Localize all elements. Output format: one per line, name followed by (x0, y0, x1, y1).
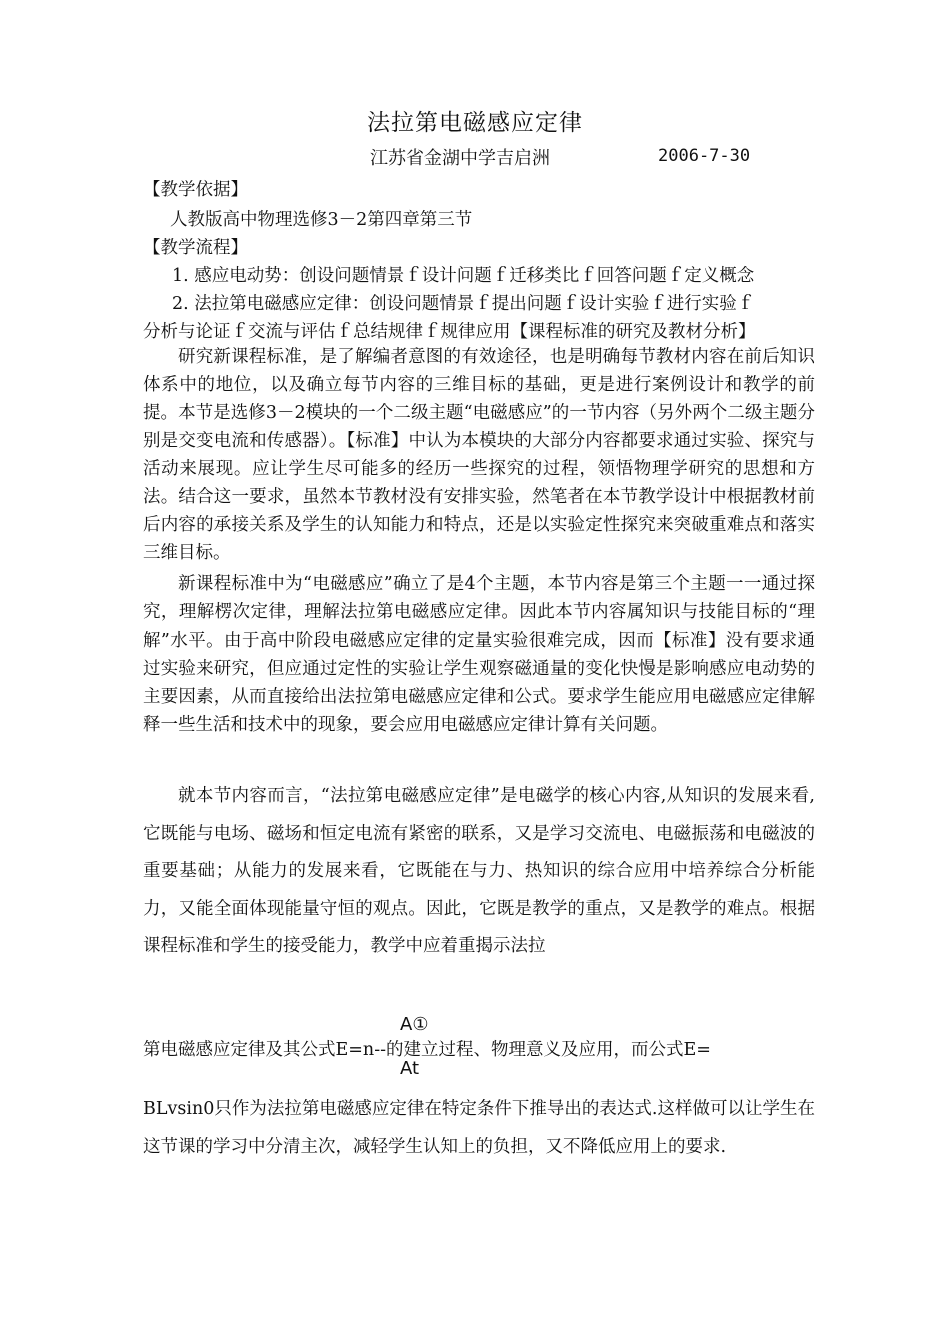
flow-item-1: 1. 感应电动势：创设问题情景ｆ设计问题ｆ迁移类比ｆ回答问题ｆ定义概念 (172, 266, 755, 286)
paragraph-1: 研究新课程标准，是了解编者意图的有效途径，也是明确每节教材内容在前后知识体系中的地位，以及确立每节内容的三维目标的基础，更是进行案例设计和教学的前提。本节是选修3－2模块的一个二级主题“电磁感应”的一节内容（另外两个二级主题分别是交变电流和传感器）。【标准】中认为本模块的大部分内容都要求通过实验、探究与活动来展现。应让学生尽可能多的经历一些探究的过程，领悟物理学研究的思想和方法。结合这一要求，虽然本节教材没有安排实验，然笔者在本节教学设计中根据教材前后内容的承接关系及学生的认知能力和特点，还是以实验定性探究来突破重难点和落实三维目标。 (143, 347, 815, 563)
paragraph-4: BLvsin0只作为法拉第电磁感应定律在特定条件下推导出的表达式.这样做可以让学生在这节课的学习中分清主次，减轻学生认知上的负担，又不降低应用上的要求. (143, 1099, 815, 1157)
flow-item-2: 2. 法拉第电磁感应定律：创设问题情景ｆ提出问题ｆ设计实验ｆ进行实验ｆ (172, 294, 755, 314)
section-heading-basis: 【教学依据】 (143, 180, 248, 200)
formula-line: 第电磁感应定律及其公式E=n--的建立过程、物理意义及应用，而公式E= (143, 1040, 711, 1060)
date-text: 2006-7-30 (658, 146, 751, 166)
formula-denominator: At (400, 1058, 420, 1079)
flow-item-2-continued: 分析与论证ｆ交流与评估ｆ总结规律ｆ规律应用【课程标准的研究及教材分析】 (143, 322, 756, 342)
author-line: 江苏省金湖中学吉启洲 (370, 148, 550, 169)
paragraph-2: 新课程标准中为“电磁感应”确立了是4个主题，本节内容是第三个主题一一通过探究，理解楞次定律，理解法拉第电磁感应定律。因此本节内容属知识与技能目标的“理解”水平。由于高中阶段电磁感应定律的定量实验很难完成，因而【标准】没有要求通过实验来研究，但应通过定性的实验让学生观察磁通量的变化快慢是影响感应电动势的主要因素，从而直接给出法拉第电磁感应定律和公式。要求学生能应用电磁感应定律解释一些生活和技术中的现象，要会应用电磁感应定律计算有关问题。 (143, 574, 815, 736)
basis-text: 人教版高中物理选修3－2第四章第三节 (170, 210, 473, 230)
section-heading-flow: 【教学流程】 (143, 238, 248, 258)
paragraph-3: 就本节内容而言，“法拉第电磁感应定律”是电磁学的核心内容,从知识的发展来看,它既能与电场、磁场和恒定电流有紧密的联系，又是学习交流电、电磁振荡和电磁波的重要基础；从能力的发展来看，它既能在与力、热知识的综合应用中培养综合分析能力，又能全面体现能量守恒的观点。因此，它既是教学的重点，又是教学的难点。根据课程标准和学生的接受能力，教学中应着重揭示法拉 (143, 786, 815, 956)
document-title: 法拉第电磁感应定律 (367, 110, 583, 136)
formula-numerator: A① (400, 1014, 429, 1035)
